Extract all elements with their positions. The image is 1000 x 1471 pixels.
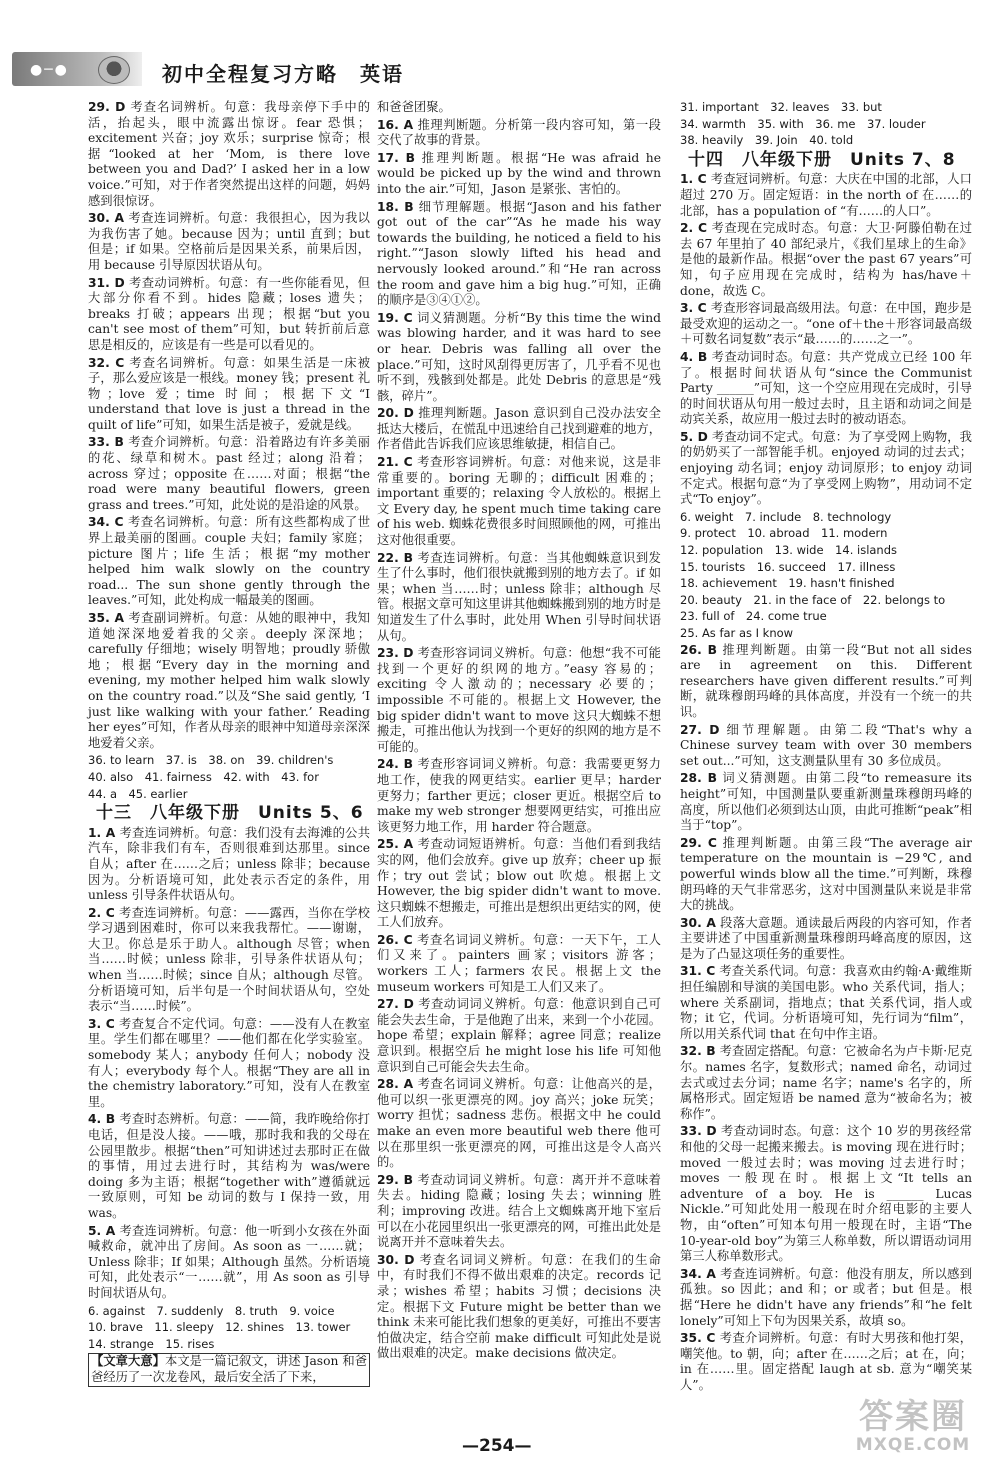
answer-item [88,826,370,904]
column-middle [377,100,661,1364]
answer-item [680,836,972,914]
explanation-text: 考查形容词词义辨析。句意：我需要更努力地工作，使我的网更结实。earlier 更早；harder 更努力；farther 更远；closer 更近。根据空后 to make my web stronger 想要网更结实，可推出应该更努力地工作，用 harder 符合题意。 [377,757,661,834]
summary-label: 【文章大意】 [91,1354,165,1369]
answer-item [88,100,370,209]
watermark-text: 答案圈 [859,1397,967,1437]
question-number: 1. A [88,825,116,840]
fill-in-answers: 44. a 45. earlier [88,786,188,801]
explanation-text: 考查介词辨析。句意：有时大男孩和他打架，嘲笑他。to 朝，向；after 在……之后；at 在，向；in 在……里。固定搭配 laugh at sb. 意为“嘲笑某人”。 [680,1331,972,1392]
explanation-text: 词义猜测题。由第二段“to remeasure its height”可知，中国测量队要重新测量珠穆朗玛峰的高度，所以他们必须到达山顶，由此可推断“peak”相当于“top”。 [680,771,972,833]
explanation-text: 考查连词辨析。句意：——露西，当你在学校学习遇到困难时，你可以来我我帮忙。——谢谢，大卫。你总是乐于助人。although 尽管；when 当……时候；unless 除非，引导条件状语从句；when 当……时候；since 自从；although 尽管。分析语境可知，后半句是一个时间状语从句，空处表示“当……时候”。 [88,905,370,1014]
question-number: 29. C [680,835,717,850]
question-number: 5. A [88,1223,116,1238]
explanation-text: 考查动词辨析。句意：有一些你能看见，但大部分你看不到。hides 隐藏；loses 遗失；breaks 打破；appears 出现；根据“but you can't see most of them”可知，but 转折前后意思是相反的，应该是有一些是可以看见的。 [88,275,370,352]
fill-in-answers: 34. warmth 35. with 36. me 37. louder [680,116,926,131]
question-number: 20. D [377,406,414,421]
header-dots-decoration: ●─● [30,62,69,78]
answer-item [377,1173,661,1251]
answer-item [377,118,661,149]
question-number: 34. C [88,515,124,530]
answer-item [680,301,972,348]
question-number: 28. B [680,771,717,786]
answer-item [680,172,972,219]
question-number: 28. A [377,1077,414,1092]
article-summary [88,1353,370,1386]
section-heading: 十四 八年级下册 Units 7、8 [688,149,956,170]
question-number: 2. C [680,221,708,236]
fill-in-answers: 9. protect 10. abroad 11. modern [680,526,888,541]
answer-item [88,276,370,354]
question-number: 17. B [377,150,416,165]
answer-item [680,1267,972,1329]
question-number: 29. D [88,100,126,114]
explanation-text: 考查连词辨析。句意：当其他蜘蛛意识到发生了什么事时，他们很快就搬到别的地方去了。if 如果；when 当……时；unless 除非；although 尽管。根据文章可知这里讲其他蜘蛛搬到别的地方时是知道发生了什么事时，此处用 When 引导时间状语从句。 [377,550,661,643]
question-number: 23. D [377,646,414,661]
answer-item [377,757,661,835]
answer-item [680,430,972,508]
explanation-text: 考查连词辨析。句意：我很担心，因为我以为我伤害了她。because 因为；until 直到；but 但是；if 如果。空格前后是因果关系，前果后因，用 because 引导原因状语从句。 [88,211,370,272]
book-logo-icon [98,56,130,84]
watermark-url: MXQE.COM [855,1435,971,1455]
explanation-text: 推理判断题。分析第一段内容可知，第一段交代了故事的背景。 [377,117,661,148]
question-number: 1. C [680,172,707,187]
explanation-text: 考查连词辨析。句意：他一听到小女孩在外面喊救命，就冲出了房间。As soon as 一……就；Unless 除非；If 如果；Although 虽然。分析语境可知，此处表示“一……就”，用 As soon as 引导时间状语从句。 [88,1223,370,1300]
answer-item [377,837,661,931]
answer-item [680,771,972,833]
answer-item [680,350,972,428]
question-number: 30. D [377,1252,415,1267]
question-number: 34. A [680,1266,716,1281]
question-number: 3. C [88,1016,115,1031]
explanation-text: 考查动词时态。句意：这个 10 岁的男孩经常和他的父母一起搬来搬去。is moving 现在进行时；moved 一般过去时；was moving 过去进行时；moves 一般现在时。根据上文“It tells an adventure of a boy. He is ______ Lucas Nickle.”可知此处用一般现在时介绍电影的主要人物，由“often”可知本句用一般现在时，主语“The 10-year-old boy”为第三人称单数，所以谓语动词用第三人称单数形式。 [680,1124,972,1264]
column-left [88,100,370,1389]
question-number: 25. A [377,837,414,852]
fill-in-answers: 15. tourists 16. succeed 17. illness [680,559,896,574]
explanation-text: 段落大意题。通读最后两段的内容可知，作者主要讲述了中国重新测量珠穆朗玛峰高度的原因，这是为了凸显这项任务的重要性。 [680,915,972,961]
explanation-text: 考查连词辨析。句意：我们没有去海滩的公共汽车，除非我们有车，否则很难到达那里。since 自从；after 在……之后；unless 除非；because 因为。分析语境可知，此处表示否定的条件，用 unless 引导条件状语从句。 [88,825,370,903]
explanation-text: 考查连词辨析。句意：他没有朋友，所以感到孤独。so 因此；and 和；or 或者；but 但是。根据“Here he didn't have any friends”和“he felt lonely”可知上下句为因果关系，故填 so。 [680,1266,972,1328]
answer-item [377,200,661,309]
question-number: 26. C [377,932,413,947]
question-number: 35. A [88,611,125,625]
question-number: 16. A [377,117,414,132]
question-number: 29. B [377,1172,413,1187]
fill-in-answers: 23. full of 24. come true [680,609,827,624]
explanation-text: 考查形容词词义辨析。句意：他想“我不可能找到一个更好的织网的地方。”easy 容易的；exciting 令人激动的；necessary 必要的；impossible 不可能的。根据上文 However, the big spider didn't want to move 这只大蜘蛛不想搬走，可推出他认为找到一个更好的织网的地方是不可能的。 [377,646,661,754]
explanation-text: 考查时态辨析。句意：——简，我昨晚给你打电话，但是没人接。——哦，那时我和我的父母在公园里散步。根据“then”可知讲述过去那时正在做的事情，用过去进行时，其结构为 was/were doing 多为主语；根据“together with”遵循就远一致原则，可知 be 动词的数与 I 保持一致，用 was。 [88,1112,370,1220]
question-number: 19. C [377,310,413,325]
fill-in-answers: 18. achievement 19. hasn't finished [680,576,895,591]
explanation-text: 考查动词词义辨析。句意：离开并不意味着失去。hiding 隐藏；losing 失去；winning 胜利；improving 改进。结合上文蜘蛛离开地下室后可以在小花园里织出一张更漂亮的网，可推出此处是说离开并不意味着失去。 [377,1172,661,1250]
explanation-text: 考查名词词义辨析。句意：让他高兴的是，他可以织一张更漂亮的网。joy 高兴；joke 玩笑；worry 担忧；sadness 悲伤。根据文中 he could make an even more beautiful web there 他可以在那里织一张更漂亮的网，可推出这是令人高兴的。 [377,1077,661,1170]
question-number: 18. B [377,199,414,214]
fill-in-answers: 40. also 41. fairness 42. with 43. for [88,769,319,784]
explanation-text: 考查现在完成时态。句意：大卫·阿滕伯勒在过去 67 年里拍了 40 部纪录片，《我们星球上的生命》是他的最新作品。根据“over the past 67 years”可知，句子应用现在完成时，结构为 has/have＋done，故选 C。 [680,221,972,298]
explanation-text: 推理判断题。由第一段“But not all sides are in agreement on this. Different researchers have given different results.”可判断，就珠穆朗玛峰的具体高度，并没有一个统一的共识。 [680,642,972,719]
question-number: 4. B [88,1112,116,1127]
question-number: 33. D [680,1124,717,1139]
answer-item [377,646,661,755]
explanation-text: 考查动词时态。句意：共产党成立已经 100 年了。根据时间状语从句“since the Communist Party ______”可知，这一个空应用现在完成时，引导的时间状语从句用一般过去时，且主语和动词之间是动宾关系，故应用一般过去时的被动语态。 [680,349,972,427]
page-header [0,0,1000,92]
answer-item [680,643,972,721]
question-number: 32. C [88,355,125,370]
answer-item [377,100,661,116]
answer-item [377,151,661,198]
question-number: 24. B [377,757,413,772]
explanation-text: 和爸爸团聚。 [377,100,451,114]
book-title: 初中全程复习方略 英语 [162,62,404,86]
fill-in-answers: 31. important 32. leaves 33. but [680,100,882,114]
answer-item [680,1044,972,1122]
explanation-text: 推理判断题。由第三段“The average air temperature on the mountain is −29℃, and powerful winds blow all the time.”可判断，珠穆朗玛峰的天气非常恶劣，这对中国测量队来说是非常大的挑战。 [680,835,973,913]
answer-item [88,1112,370,1221]
answer-item [377,933,661,995]
answer-item [377,406,661,453]
answer-item [680,221,972,299]
section-heading: 十三 八年级下册 Units 5、6 [96,803,364,824]
answer-item [377,455,661,549]
explanation-text: 考查介词辨析。句意：沿着路边有许多美丽的花、绿草和树木。past 经过；along 沿着；across 穿过；opposite 在……对面；根据“the road were many beautiful flowers, green grass and trees.”可知，此处说的是沿途的风景。 [88,435,370,512]
answer-item [377,551,661,645]
answer-item [680,916,972,963]
explanation-text: 考查关系代词。句意：我喜欢由约翰·A·戴维斯担任编剧和导演的美国电影。who 关系代词，指人；where 关系副词，指地点；that 关系代词，指人或物；it 它，代词。分析语境可知，先行词为“film”，所以用关系代词 that 在句中作主语。 [680,964,972,1041]
fill-in-answers: 14. strange 15. rises [88,1336,215,1351]
question-number: 32. B [680,1044,716,1059]
answer-item [88,1017,370,1111]
fill-in-answers: 36. to learn 37. is 38. on 39. children's [88,753,334,768]
explanation-text: 推理判断题。根据“He was afraid he would be picked up by the wind and thrown into the air.”可知，Jason 是紧张、害怕的。 [377,150,661,196]
answer-item [88,435,370,513]
explanation-text: 词义猜测题。分析“By this time the wind was blowing harder, and it was hard to see or hear. Debris was falling all over the place.”可知，这时风刮得更厉害了，几乎看不见也听不到，残骸到处都是。此处 Debris 的意思是“残骸，碎片”。 [377,310,661,403]
question-number: 21. C [377,455,413,470]
explanation-text: 考查名词词义辨析。句意：一天下午，工人们又来了。painters 画家；visitors 游客；workers 工人；farmers 农民。根据上文 the museum workers 可知是工人们又来了。 [377,932,661,994]
explanation-text: 考查动词不定式。句意：为了享受网上购物，我的奶奶买了一部智能手机。enjoyed 动词的过去式；enjoying 动名词；enjoy 动词原形；to enjoy 动词不定式。根据句意“为了享受网上购物”，用动词不定式“To enjoy”。 [680,429,972,507]
answer-item [680,723,972,770]
explanation-text: 细节理解题。根据“Jason and his father got out of the car”“As he made his way towards the building, he noticed a field to his right.”“Jason slowly lifted his head and nervously looked around.”和“He ran across the room and gave him a big hug.”可知，正确的顺序是③④①②。 [377,199,661,308]
answer-item [88,211,370,273]
question-number: 4. B [680,349,708,364]
explanation-text: 考查冠词辨析。句意：大庆在中国的北部，人口超过 270 万。固定短语：in the north of 在……的北部，has a population of “有……的人口”。 [680,172,972,218]
fill-in-answers: 20. beauty 21. in the face of 22. belongs to [680,592,946,607]
watermark-logo [838,1398,988,1460]
explanation-text: 考查形容词辨析。句意：对他来说，这是非常重要的。boring 无聊的；difficult 困难的；important 重要的；relaxing 令人放松的。根据上文 Every day, he spent much time taking care of his web. 蜘蛛花费很多时间照顾他的网，可推出这对他很重要。 [377,455,661,548]
explanation-text: 考查名词辨析。句意：我母亲停下手中的活，抬起头，眼中流露出惊讶。fear 恐惧；excitement 兴奋；joy 欢乐；surprise 惊奇；根据“looked at her ‘Mom, is there love between you and Dad?’ I asked her in a low voice.”可知，对于作者突然提出这样的问题，妈妈感到很惊讶。 [88,100,370,208]
explanation-text: 考查名词词义辨析。句意：在我们的生命中，有时我们不得不做出艰难的决定。records 记录；wishes 希望；habits 习惯；decisions 决定。根据下文 Future might be better than we think 未来可能比我们想象的更美好，可推出不要害怕做决定，结合空前 make difficult 可知此处是说做出艰难的决定。make decisions 做决定。 [377,1252,661,1361]
fill-in-answers: 38. heavily 39. Join 40. told [680,133,854,148]
fill-in-answers: 6. against 7. suddenly 8. truth 9. voice [88,1303,335,1318]
answer-item [680,1331,972,1393]
explanation-text: 细节理解题。由第二段“That's why a Chinese survey team with over 30 members set out...”可知，这支测量队里有 30 多位成员。 [680,722,972,768]
answer-item [377,311,661,405]
question-number: 26. B [680,642,717,657]
answer-item [88,356,370,434]
fill-in-answers: 12. population 13. wide 14. islands [680,543,898,558]
question-number: 31. C [680,964,716,979]
answer-item [88,515,370,609]
fill-in-answers: 25. As far as I know [680,626,794,640]
question-number: 33. B [88,435,124,450]
question-number: 3. C [680,301,707,316]
question-number: 30. A [88,211,125,226]
answer-item [377,997,661,1075]
page-number: —254— [462,1436,532,1456]
explanation-text: 考查形容词最高级用法。句意：在中国，跑步是最受欢迎的运动之一。“one of＋the＋形容词最高级＋可数名词复数”表示“最……的……之一”。 [680,301,972,347]
explanation-text: 考查动词短语辨析。句意：当他们看到我结实的网，他们会放弃。give up 放弃；cheer up 振作；try out 尝试；blow out 吹熄。根据上文 However, the big spider didn't want to move. 这只蜘蛛不想搬走，可推出是想织出更结实的网，使工人们放弃。 [377,837,661,930]
explanation-text: 考查副词辨析。句意：从她的眼神中，我知道她深深地爱着我的父亲。deeply 深深地；carefully 仔细地；wisely 明智地；proudly 骄傲地；根据“Every day in the morning and evening, my mother helped him walk slowly on the country road.”以及“She said gently, ‘I just like walking with your father.’ Reading her eyes”可知，作者从母亲的眼神中知道母亲深深地爱着父亲。 [88,611,370,750]
fill-in-answers: 10. brave 11. sleepy 12. shines 13. tower [88,1320,351,1335]
answer-item [88,611,370,751]
question-number: 30. A [680,915,716,930]
explanation-text: 考查动词词义辨析。句意：他意识到自己可能会失去生命，于是他跑了出来，来到一个小花园。hope 希望；explain 解释；agree 同意；realize 意识到。根据空后 he might lose his life 可知他意识到自己可能会失去生命。 [377,997,661,1074]
fill-in-answers: 6. weight 7. include 8. technology [680,509,892,524]
answer-item [88,906,370,1015]
column-right [680,100,972,1396]
answer-item [377,1077,661,1171]
question-number: 31. D [88,275,125,290]
answer-item [680,964,972,1042]
answer-item [377,1253,661,1362]
summary-text: 本文是一篇记叙文，讲述 Jason 和爸爸经历了一次龙卷风，最后安全活了下来， [91,1354,367,1384]
question-number: 27. D [377,997,414,1012]
question-number: 5. D [680,429,708,444]
explanation-text: 推理判断题。Jason 意识到自己没办法安全抵达大楼后，在慌乱中迅速给自己找到避难的地方，作者借此告诉我们应该思维敏捷，相信自己。 [377,406,661,452]
answer-item [680,1124,972,1264]
explanation-text: 考查固定搭配。句意：它被命名为卢卡斯·尼克尔。names 名字，复数形式；named 命名，动词过去式或过去分词；name 名字；name's 名字的，所属格形式。固定短语 be named 意为“被命名为；被称作”。 [680,1044,972,1121]
question-number: 27. D [680,722,720,737]
explanation-text: 考查名词辨析。句意：如果生活是一床被子，那么爱应该是一根线。money 钱；present 礼物；love 爱；time 时间；根据下文“I understand that love is just a thread in the quilt of life”可知，如果生活是被子，爱就是线。 [88,355,370,432]
question-number: 35. C [680,1331,716,1346]
explanation-text: 考查名词辨析。句意：所有这些都构成了世界上最美丽的图画。couple 夫妇；family 家庭；picture 图片；life 生活；根据“my mother helped him walk slowly on the country road... The sun shone gently through the leaves.”可知，此处构成一幅最美的图画。 [88,515,370,608]
question-number: 2. C [88,905,115,920]
question-number: 22. B [377,550,413,565]
answer-item [88,1224,370,1302]
explanation-text: 考查复合不定代词。句意：——没有人在教室里。学生们都在哪里？——他们都在化学实验室。somebody 某人；anybody 任何人；nobody 没有人；everybody 每个人。根据“They are all in the chemistry laboratory.”可知，没有人在教室里。 [88,1016,370,1109]
